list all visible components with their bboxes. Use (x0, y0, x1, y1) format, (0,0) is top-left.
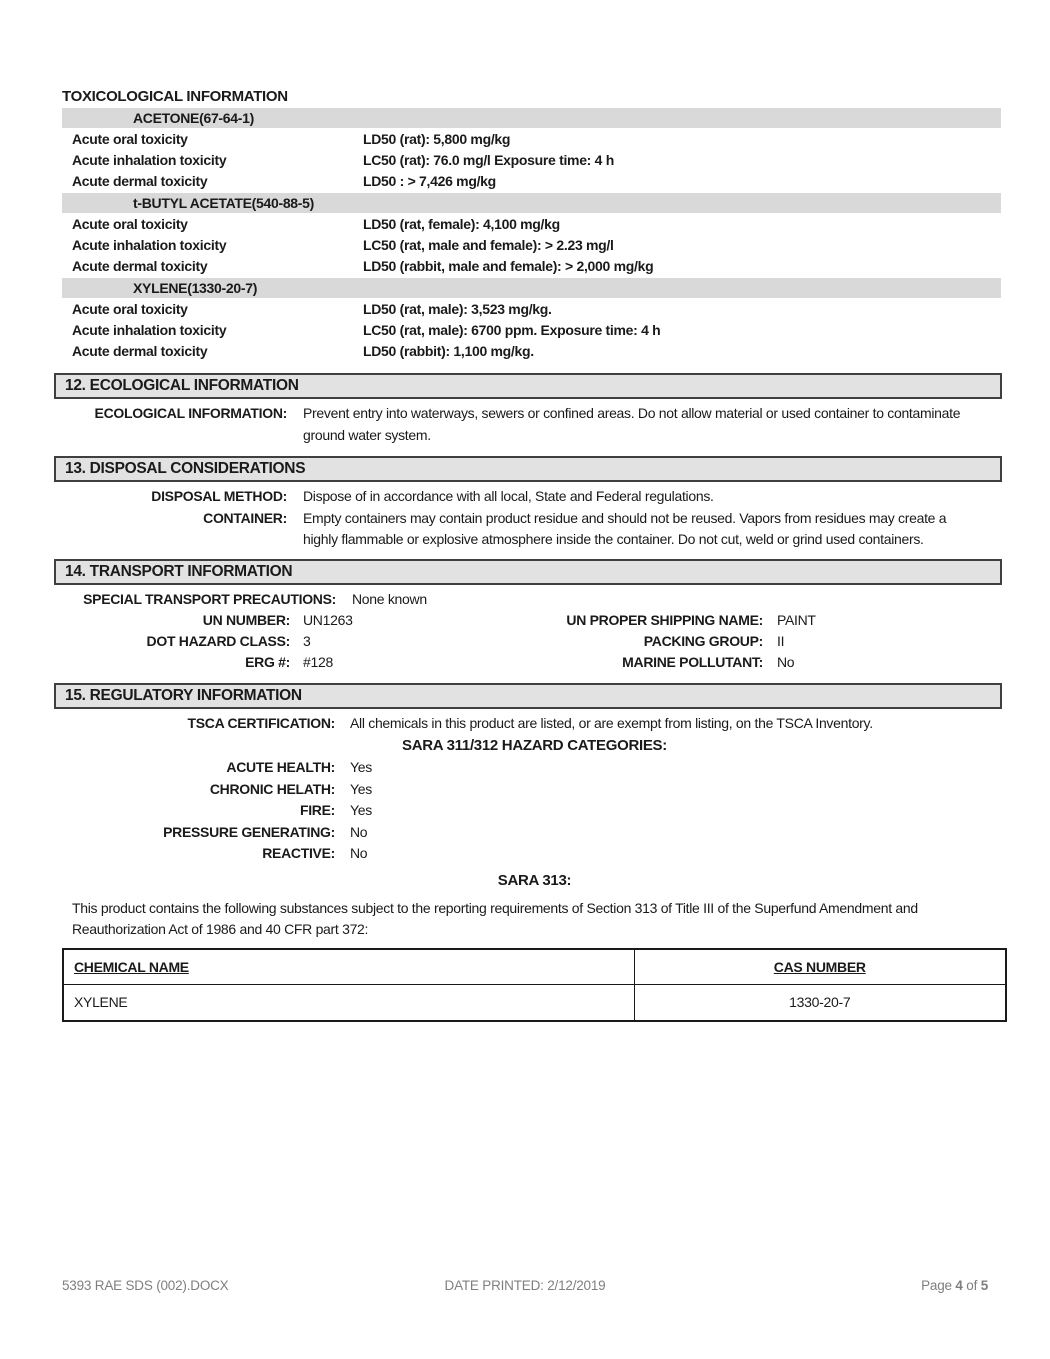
toxicity-label: Acute dermal toxicity (72, 343, 208, 359)
footer-page-total: 5 (980, 1278, 988, 1293)
toxicological-information-section (0, 87, 1050, 362)
chemical-header-band (62, 193, 1001, 213)
transport-right-label: PACKING GROUP: (643, 632, 763, 649)
chemical-name: ACETONE(67-64-1) (133, 110, 254, 126)
section-15-header: 15. REGULATORY INFORMATION (54, 683, 1002, 709)
table-head (63, 949, 1006, 985)
field-value: Prevent entry into waterways, sewers or confined areas. Do not allow material or used container to contaminate ground water system. (303, 405, 961, 443)
field-row (0, 508, 1050, 551)
field-row (0, 800, 1050, 822)
footer-page-prefix: Page (921, 1278, 956, 1293)
chemical-name: t-BUTYL ACETATE(540-88-5) (133, 195, 315, 211)
field-label: DISPOSAL METHOD: (151, 488, 287, 504)
field-label: CHRONIC HELATH: (209, 780, 335, 797)
transport-field-row (0, 631, 1050, 652)
footer-page-number (921, 1278, 988, 1293)
field-value: Empty containers may contain product residue and should not be reused. Vapors from residues may create a highly flammable or explosive atmosphere inside the container. Do not cut, weld or grind used containers. (303, 509, 947, 547)
toxicity-value: LD50 (rat, male): 3,523 mg/kg. (363, 301, 552, 317)
footer-page-middle: of (962, 1278, 981, 1293)
toxicity-label: Acute oral toxicity (72, 216, 188, 232)
transport-left-value: #128 (303, 653, 333, 670)
table-cell-cas-number: 1330-20-7 (634, 985, 1006, 1021)
toxicity-row (72, 256, 1050, 277)
toxicity-row (72, 171, 1050, 192)
toxicity-value: LD50 : > 7,426 mg/kg (363, 173, 496, 189)
toxicity-row (72, 214, 1050, 235)
field-label: CONTAINER: (203, 509, 287, 526)
chemical-header-band (62, 108, 1001, 128)
toxicity-row (72, 235, 1050, 256)
table-row (63, 985, 1006, 1021)
footer-page-current: 4 (955, 1278, 963, 1293)
section-14-header: 14. TRANSPORT INFORMATION (54, 559, 1002, 585)
section-12-rows (0, 403, 1050, 446)
transport-right-label: MARINE POLLUTANT: (622, 653, 763, 670)
field-value: Yes (350, 780, 372, 797)
toxicity-label: Acute dermal toxicity (72, 258, 208, 274)
transport-right-label: UN PROPER SHIPPING NAME: (566, 611, 763, 628)
toxicity-value: LD50 (rat): 5,800 mg/kg (363, 131, 511, 147)
chemical-name: XYLENE(1330-20-7) (133, 280, 258, 296)
sara-313-table (62, 948, 1007, 1022)
sara-313-heading: SARA 313: (497, 871, 572, 889)
toxicity-row (72, 150, 1050, 171)
transport-right-value: No (777, 653, 795, 670)
field-label: FIRE: (299, 802, 335, 818)
field-label: TSCA CERTIFICATION: (187, 714, 335, 731)
tsca-certification-row (0, 713, 1050, 735)
table-header-row (63, 949, 1006, 985)
field-row (0, 757, 1050, 779)
toxicity-label: Acute inhalation toxicity (72, 237, 227, 253)
sara-313-paragraph: This product contains the following substances subject to the reporting requirements of Section 313 of Title III of the Superfund Amendment and Reauthorization Act of 1986 and 40 CFR part 372: (72, 899, 918, 937)
ecological-information-section (0, 373, 1050, 446)
field-value: Yes (350, 802, 372, 818)
sara-311-312-heading: SARA 311/312 HAZARD CATEGORIES: (402, 737, 667, 754)
transport-left-label: UN NUMBER: (202, 611, 290, 628)
footer-filename: 5393 RAE SDS (002).DOCX (62, 1278, 229, 1293)
field-label: ACUTE HEALTH: (226, 759, 335, 775)
toxicity-row (72, 299, 1050, 320)
toxicity-label: Acute inhalation toxicity (72, 152, 227, 168)
field-row (0, 843, 1050, 865)
table-body (63, 985, 1006, 1021)
field-label: REACTIVE: (262, 845, 335, 861)
toxicological-information-title: TOXICOLOGICAL INFORMATION (62, 88, 288, 105)
toxicity-value: LD50 (rat, female): 4,100 mg/kg (363, 216, 560, 232)
toxicity-value: LC50 (rat): 76.0 mg/l Exposure time: 4 h (363, 152, 614, 168)
table-cell-chemical-name: XYLENE (63, 985, 634, 1021)
section-12-header: 12. ECOLOGICAL INFORMATION (54, 373, 1002, 399)
toxicity-value: LC50 (rat, male): 6700 ppm. Exposure time: 4 h (363, 322, 661, 338)
field-label: ECOLOGICAL INFORMATION: (94, 405, 287, 421)
field-value: Dispose of in accordance with all local, State and Federal regulations. (303, 488, 714, 504)
transport-field-row (0, 610, 1050, 631)
transport-left-value: 3 (303, 632, 311, 649)
field-row (0, 486, 1050, 508)
toxicity-rows (0, 299, 1050, 362)
toxicity-value: LC50 (rat, male and female): > 2.23 mg/l (363, 237, 614, 253)
document-content (0, 87, 1050, 1022)
transport-field-grid (0, 610, 1050, 673)
disposal-considerations-section (0, 456, 1050, 551)
table-header-cas-number: CAS NUMBER (634, 949, 1006, 985)
field-row (0, 779, 1050, 801)
regulatory-information-section (0, 683, 1050, 1022)
special-transport-precautions-row (0, 589, 1050, 610)
transport-left-label: DOT HAZARD CLASS: (146, 632, 290, 649)
hazard-category-rows (0, 757, 1050, 865)
table-header-chemical-name: CHEMICAL NAME (63, 949, 634, 985)
chemical-header-band (62, 278, 1001, 298)
toxicity-row (72, 129, 1050, 150)
field-row (0, 822, 1050, 844)
toxicity-label: Acute oral toxicity (72, 301, 188, 317)
field-value: None known (352, 590, 427, 607)
section-13-rows (0, 486, 1050, 551)
toxicity-rows (0, 214, 1050, 277)
toxicity-label: Acute dermal toxicity (72, 173, 208, 189)
toxicity-label: Acute oral toxicity (72, 131, 188, 147)
field-label: PRESSURE GENERATING: (163, 823, 335, 840)
toxicity-row (72, 341, 1050, 362)
chemical-list (0, 108, 1050, 362)
transport-left-label: ERG #: (245, 653, 290, 670)
field-value: No (350, 845, 368, 861)
toxicity-row (72, 320, 1050, 341)
toxicity-value: LD50 (rabbit): 1,100 mg/kg. (363, 343, 534, 359)
field-label: SPECIAL TRANSPORT PRECAUTIONS: (83, 590, 336, 607)
transport-right-value: PAINT (777, 611, 816, 628)
transport-information-section (0, 559, 1050, 673)
toxicity-value: LD50 (rabbit, male and female): > 2,000 mg/kg (363, 258, 654, 274)
toxicity-rows (0, 129, 1050, 192)
transport-field-row (0, 652, 1050, 673)
field-value: All chemicals in this product are listed, or are exempt from listing, on the TSCA Inventory. (350, 714, 873, 731)
field-value: Yes (350, 759, 372, 775)
footer-date-printed: DATE PRINTED: 2/12/2019 (444, 1278, 606, 1293)
page-footer (0, 1278, 1050, 1298)
field-row (0, 403, 1050, 446)
toxicity-label: Acute inhalation toxicity (72, 322, 227, 338)
field-value: No (350, 823, 368, 840)
section-13-header: 13. DISPOSAL CONSIDERATIONS (54, 456, 1002, 482)
transport-left-value: UN1263 (303, 611, 353, 628)
transport-right-value: II (777, 632, 785, 649)
